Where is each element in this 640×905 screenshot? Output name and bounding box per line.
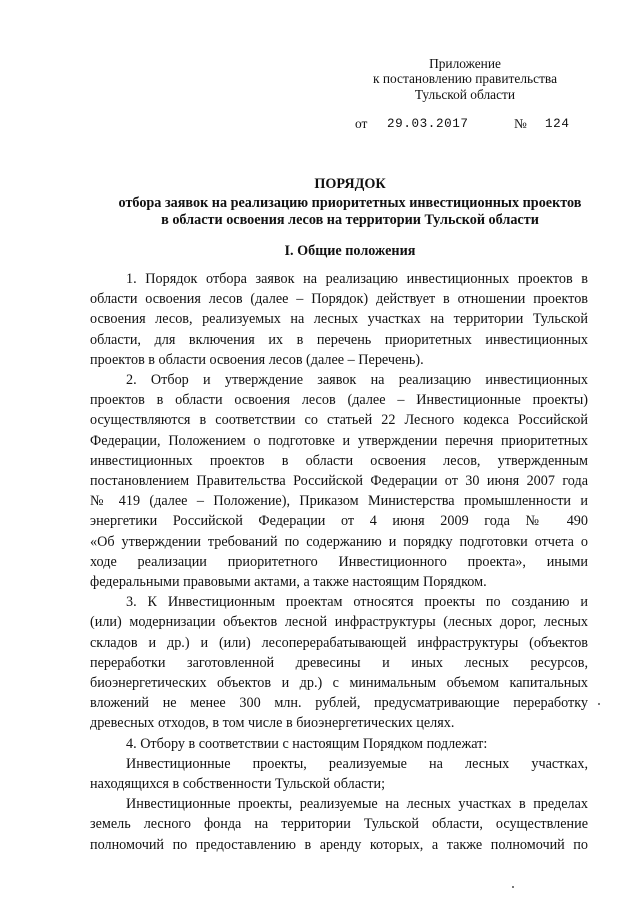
text-line: области, для включения их в перечень приоритетных инвестиционных	[90, 331, 588, 348]
document-reference	[355, 116, 570, 132]
text-line: Инвестиционные проекты, реализуемые на лесных участках в пределах	[126, 796, 588, 813]
appendix-line: Тульской области	[414, 86, 516, 102]
scan-speck	[598, 703, 600, 705]
document-body	[90, 269, 588, 855]
document-date: 29.03.2017	[387, 117, 469, 131]
paragraph-5	[90, 754, 588, 794]
text-line: федеральными правовыми актами, а также настоящим Порядком.	[90, 574, 487, 591]
paragraph-4	[90, 734, 588, 754]
text-line: 2. Отбор и утверждение заявок на реализацию инвестиционных	[126, 372, 588, 389]
title-heading: ПОРЯДОК	[314, 176, 386, 192]
section-heading: I. Общие положения	[284, 243, 416, 259]
appendix-line: к постановлению правительства	[372, 71, 558, 87]
text-line: складов и др.) и (или) лесоперерабатывающей инфраструктуры (объектов	[90, 634, 588, 651]
text-line: области освоения лесов (далее – Порядок) действует в отношении проектов	[90, 291, 588, 308]
paragraph-6	[90, 794, 588, 855]
scan-speck	[512, 886, 514, 888]
text-line: 1. Порядок отбора заявок на реализацию инвестиционных проектов в	[126, 271, 588, 287]
document-title	[60, 176, 640, 230]
text-line: Федерации, Положением о подготовке и утверждении перечня приоритетных	[90, 432, 588, 449]
text-line: проектов в области освоения лесов (далее – Перечень).	[90, 351, 424, 368]
title-subtitle-line: отбора заявок на реализацию приоритетных инвестиционных проектов	[118, 194, 582, 211]
text-line: 3. К Инвестиционным проектам относятся проекты по созданию и	[126, 594, 588, 611]
appendix-line: Приложение	[429, 56, 501, 71]
paragraph-2	[90, 370, 588, 592]
text-line: (или) модернизации объектов лесной инфраструктуры (лесных дорог, лесных	[90, 614, 588, 631]
text-line: древесных отходов, в том числе в биоэнергетических целях.	[90, 715, 455, 732]
from-label: от	[355, 116, 368, 131]
text-line: проектов в области освоения лесов (далее – Инвестиционные проекты)	[90, 392, 588, 409]
document-number: 124	[545, 117, 570, 131]
appendix-block	[330, 56, 600, 102]
text-line: 4. Отбору в соответствии с настоящим Порядком подлежат:	[126, 735, 488, 752]
text-line: находящихся в собственности Тульской области;	[90, 776, 386, 793]
text-line: переработки заготовленной древесины и иных лесных ресурсов,	[90, 654, 588, 671]
text-line: ходе реализации приоритетного Инвестиционного проекта», иными	[90, 553, 588, 570]
text-line: «Об утверждении требований по содержанию и порядку подготовки отчета о	[90, 533, 588, 550]
text-line: инвестиционных проектов в области освоения лесов, утвержденным	[90, 452, 588, 469]
text-line: осуществляются в соответствии со статьей 22 Лесного кодекса Российской	[90, 412, 588, 429]
text-line: Инвестиционные проекты, реализуемые на лесных участках,	[126, 755, 588, 772]
text-line: постановлением Правительства Российской Федерации от 30 июня 2007 года	[90, 473, 588, 490]
text-line: освоения лесов, реализуемых на лесных участках на территории Тульской	[90, 311, 588, 328]
text-line: № 419 (далее – Положение), Приказом Министерства промышленности и	[90, 493, 588, 510]
number-sign: №	[514, 116, 527, 131]
title-subtitle-line: в области освоения лесов на территории Тульской области	[161, 212, 539, 228]
text-line: вложений не менее 300 млн. рублей, предусматривающие переработку	[90, 695, 588, 712]
text-line: земель лесного фонда на территории Тульской области, осуществление	[90, 816, 588, 833]
text-line: полномочий по предоставлению в аренду которых, а также полномочий по	[90, 836, 588, 853]
text-line: биоэнергетических объектов и др.) с минимальным объемом капитальных	[90, 675, 588, 692]
paragraph-3	[90, 592, 588, 733]
text-line: энергетики Российской Федерации от 4 июня 2009 года № 490	[90, 513, 588, 530]
paragraph-1	[90, 269, 588, 370]
